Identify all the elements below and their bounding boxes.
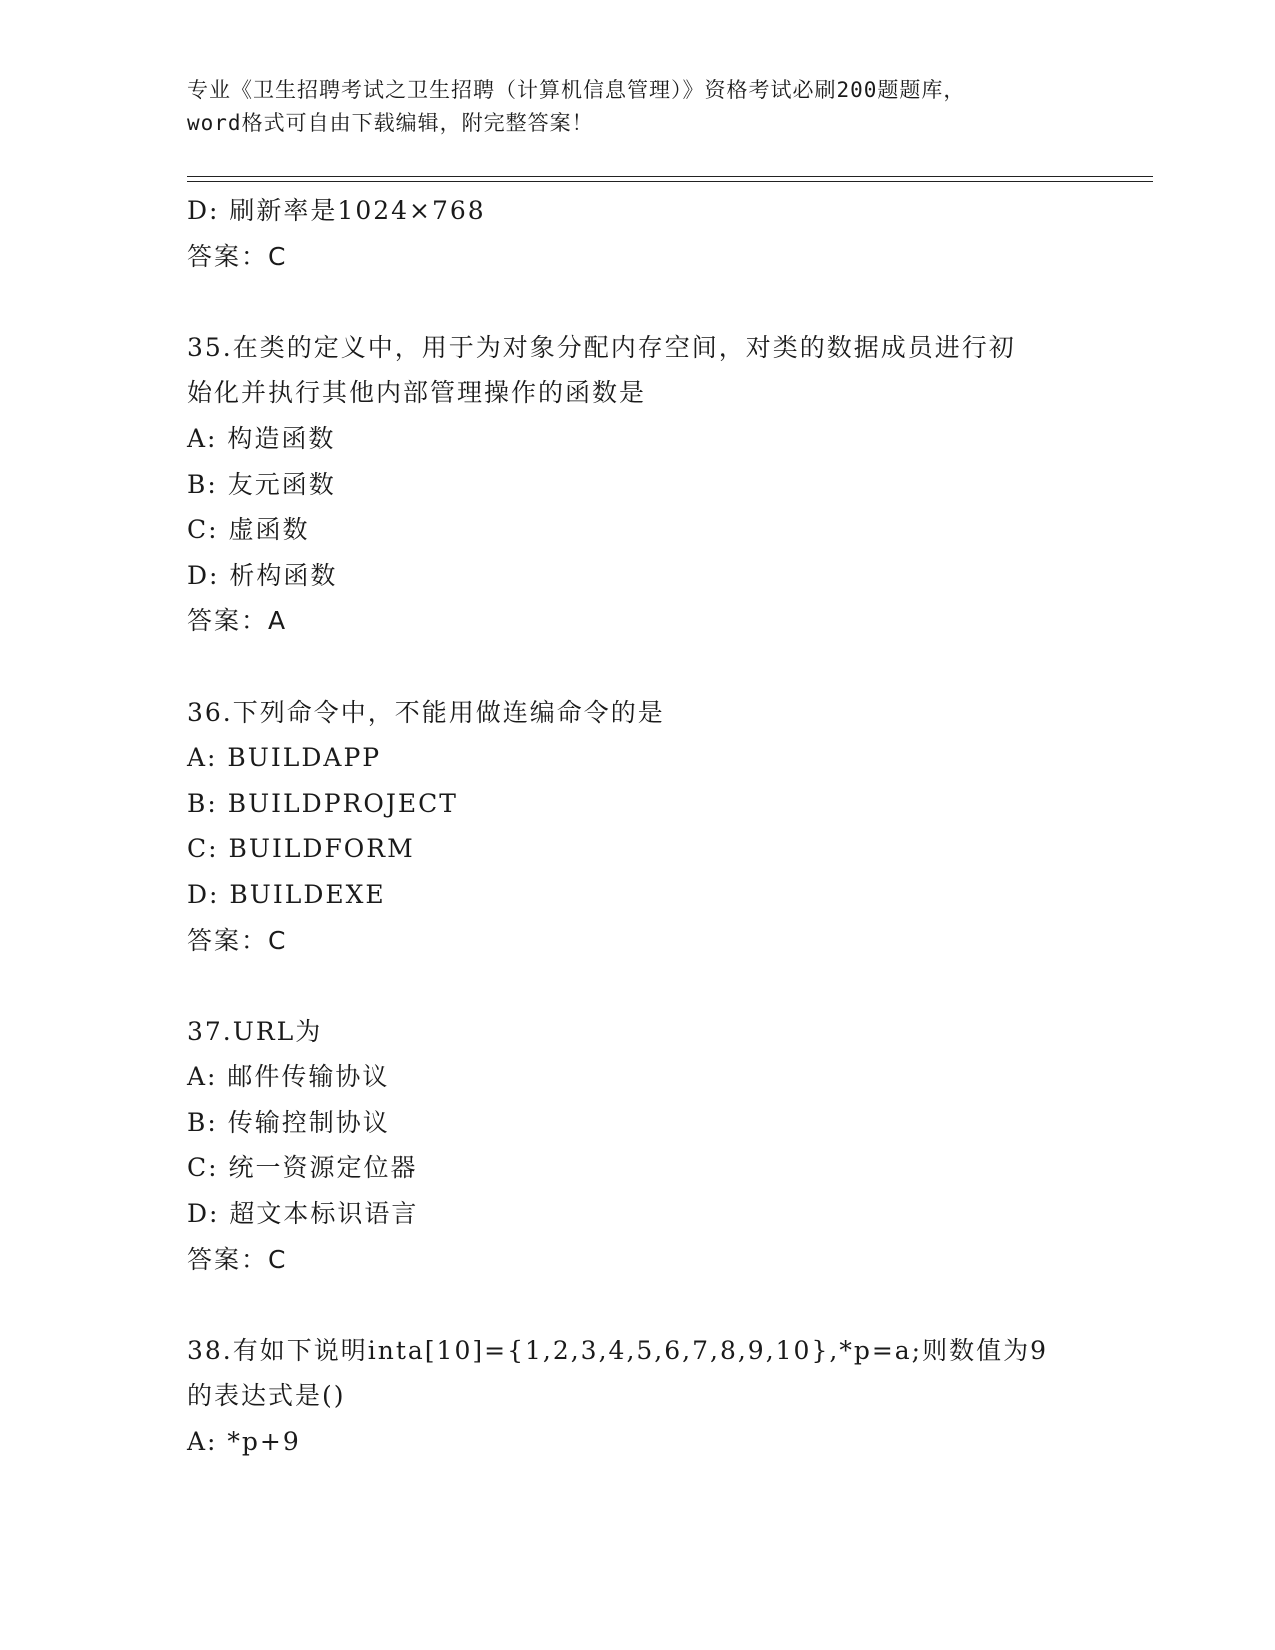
question-35-option-d: D: 析构函数 <box>187 560 338 590</box>
question-content <box>187 188 1087 1465</box>
question-37-option-a: A: 邮件传输协议 <box>187 1062 390 1092</box>
question-35-answer: 答案：A <box>187 606 288 636</box>
question-37-option-c: C: 统一资源定位器 <box>187 1153 418 1183</box>
question-37-option-b: B: 传输控制协议 <box>187 1107 390 1137</box>
question-34-option-d: D: 刷新率是1024×768 <box>187 196 486 225</box>
question-37-stem-line-1: 37.URL为 <box>187 1016 323 1046</box>
question-38-stem-line-1: 38.有如下说明inta[10]={1,2,3,4,5,6,7,8,9,10},*p=a;则数值为9 <box>187 1335 1048 1365</box>
question-36-option-a: A: BUILDAPP <box>187 743 382 773</box>
question-36-option-c: C: BUILDFORM <box>187 834 415 864</box>
question-37-answer: 答案：C <box>187 1244 288 1274</box>
question-34-answer: 答案：C <box>187 241 288 271</box>
question-35-stem-line-2: 始化并执行其他内部管理操作的函数是 <box>187 378 647 408</box>
question-38-stem-line-2: 的表达式是() <box>187 1381 346 1411</box>
question-38-option-a: A: *p+9 <box>187 1427 301 1457</box>
question-35-stem-line-1: 35.在类的定义中，用于为对象分配内存空间，对类的数据成员进行初 <box>187 332 1016 362</box>
header-line-2: word格式可自由下载编辑，附完整答案！ <box>187 111 594 135</box>
question-36-answer: 答案：C <box>187 925 288 955</box>
header-rule-top <box>187 176 1153 177</box>
question-35-option-c: C: 虚函数 <box>187 515 310 545</box>
header-rule-bottom <box>187 181 1153 182</box>
header-line-1: 专业《卫生招聘考试之卫生招聘（计算机信息管理）》资格考试必刷200题题库， <box>187 78 966 102</box>
question-35-option-a: A: 构造函数 <box>187 423 336 453</box>
question-36-stem-line-1: 36.下列命令中，不能用做连编命令的是 <box>187 697 665 727</box>
question-35-option-b: B: 友元函数 <box>187 469 336 499</box>
document-header <box>187 74 1087 140</box>
question-36-option-d: D: BUILDEXE <box>187 879 386 909</box>
question-36-option-b: B: BUILDPROJECT <box>187 788 458 818</box>
question-37-option-d: D: 超文本标识语言 <box>187 1199 419 1229</box>
